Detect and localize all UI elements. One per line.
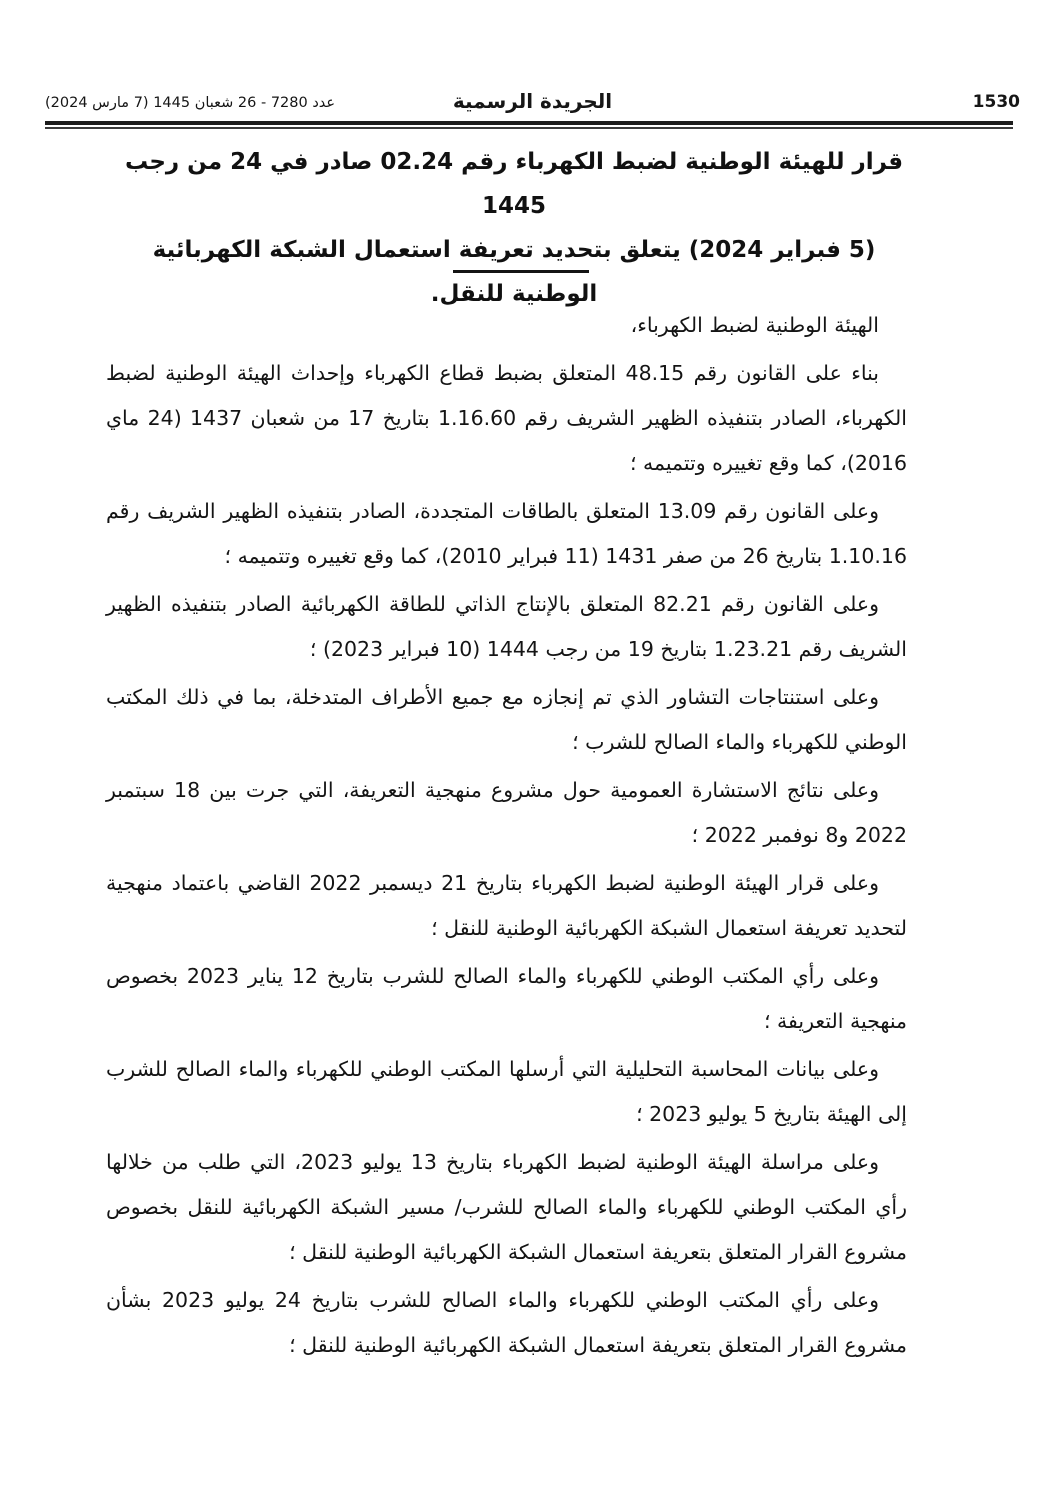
preamble-paragraph: وعلى قرار الهيئة الوطنية لضبط الكهرباء بتاريخ 21 ديسمبر 2022 القاضي باعتماد منهجية لتحديد تعريفة استعمال الشبكة الكهربائية الوطنية للنقل ؛ [106,871,907,940]
preamble-paragraph: وعلى القانون رقم 82.21 المتعلق بالإنتاج الذاتي للطاقة الكهربائية الصادر بتنفيذه الظهير الشريف رقم 1.23.21 بتاريخ 19 من رجب 1444 (10 فبراير 2023) ؛ [106,592,907,661]
preamble-paragraph: وعلى رأي المكتب الوطني للكهرباء والماء الصالح للشرب بتاريخ 24 يوليو 2023 بشأن مشروع القرار المتعلق بتعريفة استعمال الشبكة الكهربائية الوطنية للنقل ؛ [106,1288,907,1357]
issue-info: عدد 7280 - 26 شعبان 1445 (7 مارس 2024) [45,95,336,111]
rule-thick-line [45,121,1013,125]
decree-body [106,303,907,1371]
preamble-paragraph: وعلى مراسلة الهيئة الوطنية لضبط الكهرباء بتاريخ 13 يوليو 2023، التي طلب من خلالها رأي المكتب الوطني للكهرباء والماء الصالح للشرب/ مسير الشبكة الكهربائية للنقل بخصوص مشروع القرار المتعلق بتعريفة استعمال الشبكة الكهربائية الوطنية للنقل ؛ [106,1150,907,1264]
decree-title [120,140,908,316]
header-double-rule [45,121,1013,129]
preamble-paragraph: وعلى القانون رقم 13.09 المتعلق بالطاقات المتجددة، الصادر بتنفيذه الظهير الشريف رقم 1.10.16 بتاريخ 26 من صفر 1431 (11 فبراير 2010)، كما وقع تغييره وتتميمه ؛ [106,499,907,568]
preamble-paragraph: بناء على القانون رقم 48.15 المتعلق بضبط قطاع الكهرباء وإحداث الهيئة الوطنية لضبط الكهرباء، الصادر بتنفيذه الظهير الشريف رقم 1.16.60 بتاريخ 17 من شعبان 1437 (24 ماي 2016)، كما وقع تغييره وتتميمه ؛ [106,361,907,475]
decree-title-line-1: قرار للهيئة الوطنية لضبط الكهرباء رقم 02.24 صادر في 24 من رجب 1445 [124,149,904,219]
page-number: 1530 [972,92,1020,112]
decree-title-line-2: (5 فبراير 2024) يتعلق بتحديد تعريفة استعمال الشبكة الكهربائية [152,237,876,263]
preamble-paragraph: وعلى استنتاجات التشاور الذي تم إنجازه مع جميع الأطراف المتدخلة، بما في ذلك المكتب الوطني للكهرباء والماء الصالح للشرب ؛ [106,685,907,754]
preamble-paragraph: وعلى بيانات المحاسبة التحليلية التي أرسلها المكتب الوطني للكهرباء والماء الصالح للشرب إلى الهيئة بتاريخ 5 يوليو 2023 ؛ [106,1057,907,1126]
gazette-title: الجريدة الرسمية [452,89,613,113]
rule-thin-line [45,127,1013,129]
title-divider [453,270,589,273]
preamble-paragraph: وعلى رأي المكتب الوطني للكهرباء والماء الصالح للشرب بتاريخ 12 يناير 2023 بخصوص منهجية التعريفة ؛ [106,964,907,1033]
page-header [45,89,1020,113]
preamble-paragraph: وعلى نتائج الاستشارة العمومية حول مشروع منهجية التعريفة، التي جرت بين 18 سبتمبر 2022 و8 نوفمبر 2022 ؛ [106,778,907,847]
decree-title-line-3: الوطنية للنقل. [430,281,598,307]
salutation-line: الهيئة الوطنية لضبط الكهرباء، [630,313,879,337]
